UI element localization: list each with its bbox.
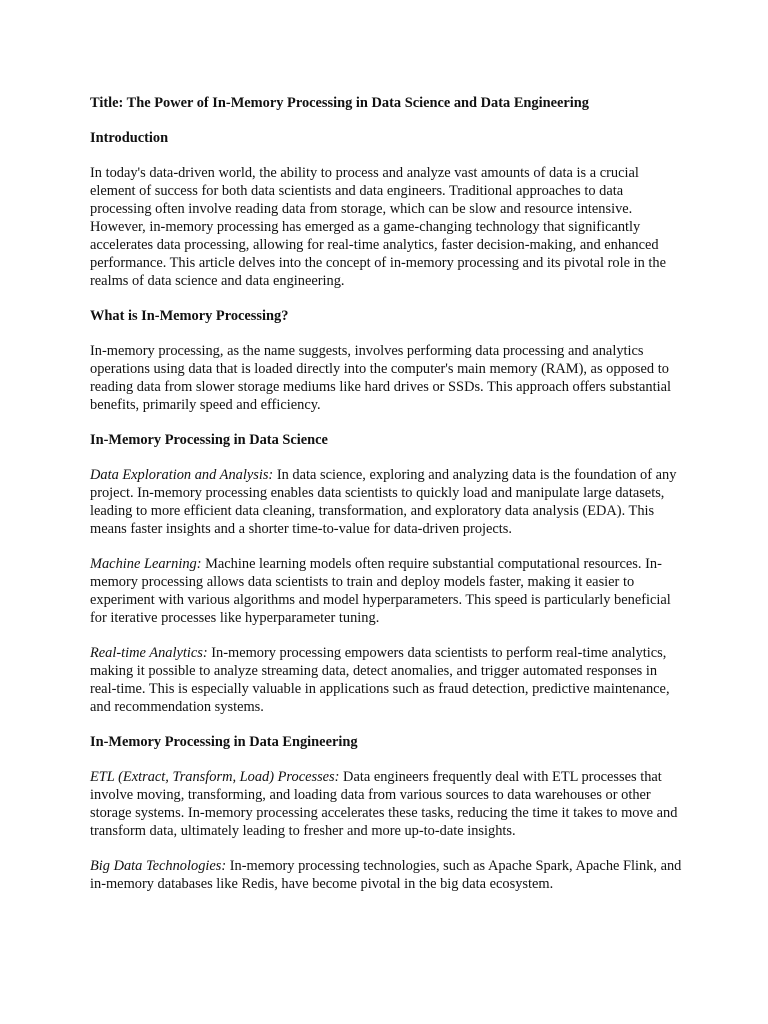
- document-page: [90, 94, 682, 893]
- etl-lead: ETL (Extract, Transform, Load) Processes:: [90, 769, 340, 785]
- machine-learning-body: Machine learning models often require substantial computational resources. In-memory processing allows data scientists to train and deploy models faster, making it easier to experiment with various algorithms and model hyperparameters. This speed is particularly beneficial for iterative processes like hyperparameter tuning.: [90, 556, 671, 626]
- etl-body: Data engineers frequently deal with ETL processes that involve moving, transforming, and loading data from various sources to data warehouses or other storage systems. In-memory processing accelerates these tasks, reducing the time it takes to move and transform data, ultimately leading to fresher and more up-to-date insights.: [90, 769, 678, 839]
- real-time-analytics-body: In-memory processing empowers data scientists to perform real-time analytics, making it possible to analyze streaming data, detect anomalies, and trigger automated responses in real-time. This is especially valuable in applications such as fraud detection, predictive maintenance, and recommendation systems.: [90, 645, 670, 715]
- machine-learning-paragraph: [90, 555, 682, 627]
- introduction-heading: Introduction: [90, 130, 169, 146]
- data-science-heading: In-Memory Processing in Data Science: [90, 432, 328, 448]
- big-data-paragraph: [90, 857, 682, 893]
- data-exploration-paragraph: [90, 466, 682, 538]
- data-exploration-body: In data science, exploring and analyzing data is the foundation of any project. In-memory processing enables data scientists to quickly load and manipulate large datasets, leading to more efficient data cleaning, transformation, and exploratory data analysis (EDA). This means faster insights and a shorter time-to-value for data-driven projects.: [90, 467, 677, 537]
- data-engineering-heading: In-Memory Processing in Data Engineering: [90, 734, 358, 750]
- machine-learning-lead: Machine Learning:: [90, 556, 202, 572]
- what-is-paragraph: In-memory processing, as the name suggests, involves performing data processing and analytics operations using data that is loaded directly into the computer's main memory (RAM), as opposed to reading data from slower storage mediums like hard drives or SSDs. This approach offers substantial benefits, primarily speed and efficiency.: [90, 343, 671, 413]
- big-data-lead: Big Data Technologies:: [90, 858, 227, 874]
- real-time-analytics-lead: Real-time Analytics:: [90, 645, 208, 661]
- what-is-heading: What is In-Memory Processing?: [90, 308, 289, 324]
- etl-paragraph: [90, 768, 682, 840]
- data-exploration-lead: Data Exploration and Analysis:: [90, 467, 274, 483]
- introduction-paragraph: In today's data-driven world, the ability to process and analyze vast amounts of data is a crucial element of success for both data scientists and data engineers. Traditional approaches to data processing often involve reading data from storage, which can be slow and resource intensive. However, in-memory processing has emerged as a game-changing technology that significantly accelerates data processing, allowing for real-time analytics, faster decision-making, and enhanced performance. This article delves into the concept of in-memory processing and its pivotal role in the realms of data science and data engineering.: [90, 165, 666, 289]
- big-data-body: In-memory processing technologies, such as Apache Spark, Apache Flink, and in-memory databases like Redis, have become pivotal in the big data ecosystem.: [90, 858, 682, 892]
- real-time-analytics-paragraph: [90, 644, 682, 716]
- document-title: Title: The Power of In-Memory Processing in Data Science and Data Engineering: [90, 95, 589, 111]
